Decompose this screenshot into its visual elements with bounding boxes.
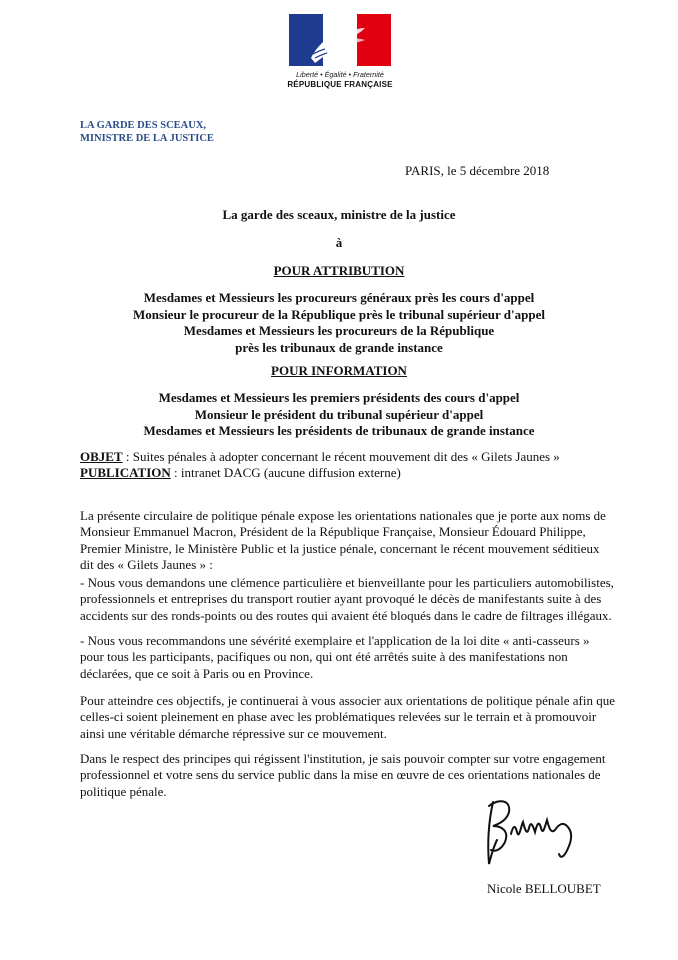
sender-text: La garde des sceaux, ministre de la justice [222,207,456,222]
information-recipients [0,390,678,440]
objet-label: OBJET [80,449,123,464]
recipient-line: près les tribunaux de grande instance [235,339,443,355]
paragraph-line: Pour atteindre ces objectifs, je continuerai à vous associer aux orientations de politique pénale afin que [80,693,615,708]
attribution-recipients [0,290,678,356]
objet-line [80,449,560,465]
subject-block [80,449,560,481]
paragraph-line: ainsi une véritable démarche répressive sur ce mouvement. [80,725,387,741]
paragraph-line: professionnels et entreprises du transport routier ayant provoqué le décès de manifestants suite à des [80,591,602,607]
paragraph-line: dit des « Gilets Jaunes » : [80,557,213,573]
paragraph-line: celles-ci soient pleinement en phase avec les problématiques relevées sur le terrain et à promouvoir [80,709,597,725]
marianne-logo [285,14,395,89]
information-heading-text: POUR INFORMATION [271,363,407,378]
ministry-line-2: MINISTRE DE LA JUSTICE [80,132,214,144]
ministry-line-1: LA GARDE DES SCEAUX, [80,120,207,131]
handwritten-signature [475,790,595,890]
publication-text: : intranet DACG (aucune diffusion externe) [170,465,401,480]
paragraph-line: déclarées, que ce soit à Paris ou en Province. [80,665,314,681]
paragraph-line: Premier Ministre, le Ministère Public et la justice pénale, concernant le récent mouvement séditieux [80,540,600,556]
signer-name: Nicole BELLOUBET [487,881,601,896]
paragraph-line: Monsieur Emmanuel Macron, Président de la République Française, Monsieur Édouard Philippe, [80,524,586,540]
objet-text: : Suites pénales à adopter concernant le récent mouvement dit des « Gilets Jaunes » [122,449,560,464]
recipient-line: Mesdames et Messieurs les procureurs généraux près les cours d'appel [143,290,535,305]
recipient-line: Mesdames et Messieurs les premiers présidents des cours d'appel [158,390,520,405]
attribution-heading [0,263,678,280]
attribution-heading-text: POUR ATTRIBUTION [273,263,405,278]
recipient-line: Monsieur le président du tribunal supérieur d'appel [194,406,484,422]
paragraph-line: - Nous vous recommandons une sévérité exemplaire et l'application de la loi dite « anti-casseurs » [80,633,590,648]
recipient-line: Mesdames et Messieurs les procureurs de la République [183,323,495,338]
ministry-header [80,120,214,145]
paragraph-line: pour tous les participants, pacifiques ou non, qui ont été arrêtés suite à des manifestations non [80,649,568,665]
recipient-line: Mesdames et Messieurs les présidents de tribunaux de grande instance [143,423,535,438]
paragraph-line: politique pénale. [80,783,167,799]
paragraph-intro [80,508,610,574]
republic-motto: Liberté • Égalité • Fraternité [296,70,384,79]
to-text: à [335,235,343,250]
tricolor-flag-icon [289,14,391,66]
letter-date: PARIS, le 5 décembre 2018 [405,163,550,178]
publication-line [80,465,560,481]
paragraph-line: accidents sur des ronds-points ou des routes qui avaient été bloqués dans le cadre de filtrages illégaux. [80,607,612,623]
to-line [0,235,678,252]
paragraph-severity [80,633,610,682]
recipient-line: Monsieur le procureur de la République près le tribunal supérieur d'appel [133,306,545,322]
publication-label: PUBLICATION [80,465,171,480]
paragraph-clemency [80,575,614,624]
paragraph-line: professionnel et votre sens du service public dans la mise en œuvre de ces orientations nationales de [80,767,601,783]
paragraph-line: - Nous vous demandons une clémence particulière et bienveillante pour les particuliers automobilistes, [80,575,614,590]
paragraph-objectives [80,693,615,742]
paragraph-line: Dans le respect des principes qui régissent l'institution, je sais pouvoir compter sur votre engagement [80,751,606,766]
information-heading [0,363,678,380]
republic-name: RÉPUBLIQUE FRANÇAISE [287,80,393,89]
paragraph-line: La présente circulaire de politique pénale expose les orientations nationales que je porte aux noms de [80,508,606,523]
sender-line [0,207,678,224]
